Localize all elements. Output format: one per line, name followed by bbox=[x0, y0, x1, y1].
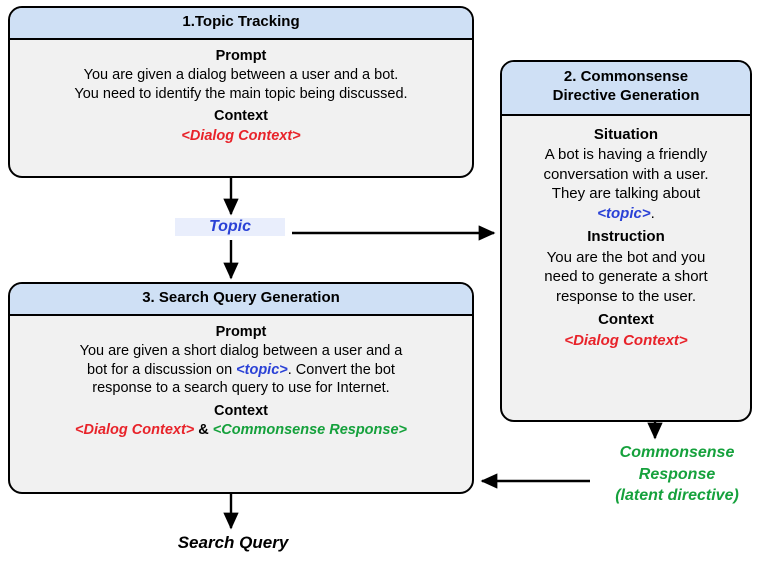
prompt-label: Prompt bbox=[215, 47, 267, 64]
situation-line-4 bbox=[510, 204, 742, 224]
prompt-topic-placeholder: <topic> bbox=[236, 361, 288, 378]
situation-line-3: They are talking about bbox=[551, 185, 701, 202]
context-label: Context bbox=[214, 108, 268, 125]
situation-line-1: A bot is having a friendly bbox=[544, 146, 708, 163]
instruction-line-1: You are the bot and you bbox=[546, 248, 706, 266]
context-value-row bbox=[18, 421, 464, 440]
situation-line-2: conversation with a user. bbox=[543, 165, 709, 183]
box-search-query-title: 3. Search Query Generation bbox=[10, 284, 472, 316]
label-commonsense-response bbox=[594, 442, 760, 507]
prompt-line-1: You are given a dialog between a user and a bot. bbox=[83, 67, 399, 84]
box-commonsense-body bbox=[502, 116, 750, 359]
box-topic-tracking-title: 1.Topic Tracking bbox=[10, 8, 472, 40]
situation-label: Situation bbox=[593, 125, 659, 143]
context-dialog-placeholder: <Dialog Context> bbox=[75, 422, 195, 439]
context-label: Context bbox=[214, 402, 268, 419]
prompt-line-2: You need to identify the main topic being discussed. bbox=[74, 85, 408, 102]
context-ampersand: & bbox=[194, 422, 213, 439]
prompt-line-2-part-b: . Convert the bot bbox=[287, 361, 395, 378]
instruction-label: Instruction bbox=[587, 228, 665, 245]
prompt-line-2 bbox=[18, 361, 464, 380]
box-commonsense-directive-generation bbox=[500, 60, 752, 422]
box-topic-tracking bbox=[8, 6, 474, 178]
context-value: <Dialog Context> bbox=[564, 331, 688, 349]
label-commonsense-line-1: Commonsense bbox=[619, 444, 735, 461]
instruction-line-2: need to generate a short bbox=[544, 268, 708, 285]
instruction-line-3: response to the user. bbox=[555, 287, 697, 305]
box-commonsense-title-line-1: 2. Commonsense bbox=[563, 68, 689, 85]
prompt-line-3: response to a search query to use for Internet. bbox=[92, 380, 390, 397]
context-commonsense-placeholder: <Commonsense Response> bbox=[212, 422, 407, 439]
prompt-line-1: You are given a short dialog between a user and a bbox=[79, 343, 403, 360]
situation-period: . bbox=[650, 204, 655, 222]
prompt-line-2-part-a: bot for a discussion on bbox=[87, 361, 237, 378]
label-commonsense-line-3: (latent directive) bbox=[615, 487, 739, 505]
box-search-query-body bbox=[10, 316, 472, 448]
context-label: Context bbox=[598, 311, 654, 328]
situation-topic-placeholder: <topic> bbox=[597, 204, 651, 222]
label-search-query: Search Query bbox=[177, 533, 289, 552]
box-commonsense-title bbox=[502, 62, 750, 116]
context-value: <Dialog Context> bbox=[181, 127, 301, 144]
box-search-query-generation bbox=[8, 282, 474, 494]
prompt-label: Prompt bbox=[215, 323, 267, 340]
box-commonsense-title-line-2: Directive Generation bbox=[552, 86, 700, 104]
label-topic: Topic bbox=[175, 218, 285, 236]
box-topic-tracking-body bbox=[10, 40, 472, 154]
label-commonsense-line-2: Response bbox=[638, 465, 716, 483]
